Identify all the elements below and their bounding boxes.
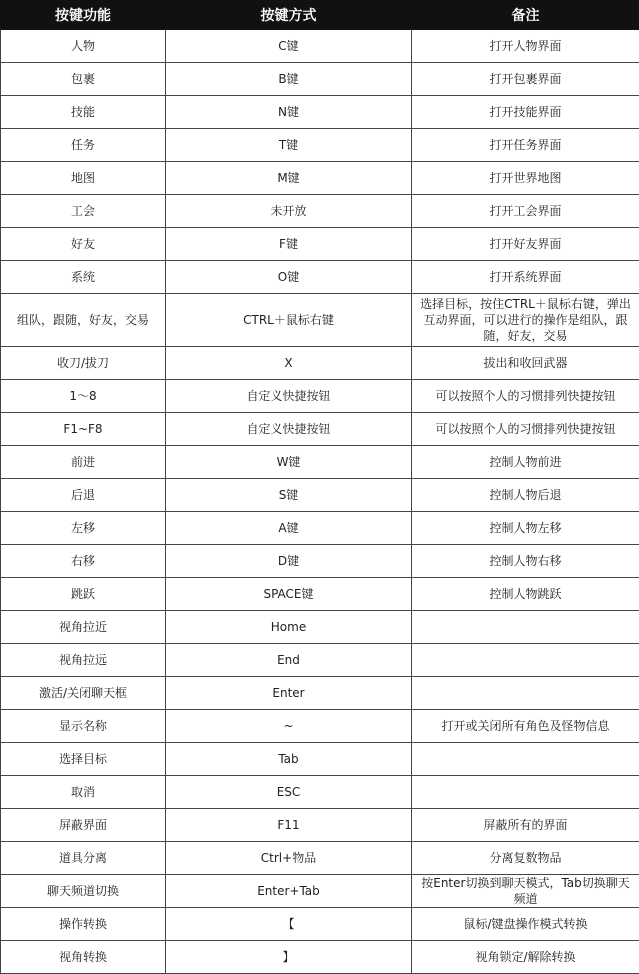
note-cell: 拔出和收回武器 bbox=[412, 347, 639, 380]
key-cell: 自定义快捷按钮 bbox=[166, 380, 412, 413]
function-cell: 左移 bbox=[1, 512, 166, 545]
table-row bbox=[1, 611, 639, 644]
note-cell: 分离复数物品 bbox=[412, 842, 639, 875]
note-cell bbox=[412, 776, 639, 809]
note-cell: 控制人物后退 bbox=[412, 479, 639, 512]
table-row bbox=[1, 743, 639, 776]
note-cell: 可以按照个人的习惯排列快捷按钮 bbox=[412, 413, 639, 446]
note-cell: 打开系统界面 bbox=[412, 261, 639, 294]
note-cell: 可以按照个人的习惯排列快捷按钮 bbox=[412, 380, 639, 413]
note-cell: 打开任务界面 bbox=[412, 129, 639, 162]
function-cell: 任务 bbox=[1, 129, 166, 162]
function-cell: 跳跃 bbox=[1, 578, 166, 611]
table-row bbox=[1, 941, 639, 974]
table-row bbox=[1, 809, 639, 842]
key-cell: 未开放 bbox=[166, 195, 412, 228]
key-cell: CTRL＋鼠标右键 bbox=[166, 294, 412, 347]
function-cell: 右移 bbox=[1, 545, 166, 578]
note-cell: 控制人物跳跃 bbox=[412, 578, 639, 611]
table-row bbox=[1, 129, 639, 162]
function-cell: 视角转换 bbox=[1, 941, 166, 974]
function-cell: 视角拉远 bbox=[1, 644, 166, 677]
key-cell: 【 bbox=[166, 908, 412, 941]
function-cell: 选择目标 bbox=[1, 743, 166, 776]
note-cell bbox=[412, 611, 639, 644]
key-cell: S键 bbox=[166, 479, 412, 512]
key-cell: C键 bbox=[166, 30, 412, 63]
key-cell: A键 bbox=[166, 512, 412, 545]
function-cell: 1～8 bbox=[1, 380, 166, 413]
note-cell: 按Enter切换到聊天模式，Tab切换聊天频道 bbox=[412, 875, 639, 908]
key-cell: O键 bbox=[166, 261, 412, 294]
key-cell: Home bbox=[166, 611, 412, 644]
key-cell: 自定义快捷按钮 bbox=[166, 413, 412, 446]
table-row bbox=[1, 195, 639, 228]
note-cell bbox=[412, 677, 639, 710]
table-row bbox=[1, 162, 639, 195]
function-cell: 激活/关闭聊天框 bbox=[1, 677, 166, 710]
key-cell: 】 bbox=[166, 941, 412, 974]
note-cell: 打开人物界面 bbox=[412, 30, 639, 63]
function-cell: 后退 bbox=[1, 479, 166, 512]
note-cell: 打开或关闭所有角色及怪物信息 bbox=[412, 710, 639, 743]
table-row bbox=[1, 875, 639, 908]
function-cell: 取消 bbox=[1, 776, 166, 809]
table-row bbox=[1, 479, 639, 512]
note-cell: 打开工会界面 bbox=[412, 195, 639, 228]
key-cell: B键 bbox=[166, 63, 412, 96]
table-row bbox=[1, 644, 639, 677]
function-cell: 显示名称 bbox=[1, 710, 166, 743]
key-cell: D键 bbox=[166, 545, 412, 578]
note-cell: 选择目标，按住CTRL＋鼠标右键，弹出互动界面，可以进行的操作是组队，跟随，好友，交易 bbox=[412, 294, 639, 347]
note-cell: 打开好友界面 bbox=[412, 228, 639, 261]
function-cell: 地图 bbox=[1, 162, 166, 195]
note-cell: 打开包裹界面 bbox=[412, 63, 639, 96]
table-row bbox=[1, 261, 639, 294]
table-row bbox=[1, 842, 639, 875]
function-cell: 系统 bbox=[1, 261, 166, 294]
header-note: 备注 bbox=[412, 1, 639, 30]
function-cell: 收刀/拔刀 bbox=[1, 347, 166, 380]
note-cell: 控制人物右移 bbox=[412, 545, 639, 578]
function-cell: 操作转换 bbox=[1, 908, 166, 941]
key-cell: F11 bbox=[166, 809, 412, 842]
table-row bbox=[1, 512, 639, 545]
key-cell: N键 bbox=[166, 96, 412, 129]
function-cell: 前进 bbox=[1, 446, 166, 479]
table-row bbox=[1, 380, 639, 413]
key-cell: ~ bbox=[166, 710, 412, 743]
key-cell: M键 bbox=[166, 162, 412, 195]
table-row bbox=[1, 347, 639, 380]
table-row bbox=[1, 446, 639, 479]
note-cell: 视角锁定/解除转换 bbox=[412, 941, 639, 974]
table-row bbox=[1, 578, 639, 611]
function-cell: 聊天频道切换 bbox=[1, 875, 166, 908]
table-row bbox=[1, 710, 639, 743]
function-cell: 包裹 bbox=[1, 63, 166, 96]
function-cell: 视角拉近 bbox=[1, 611, 166, 644]
key-cell: Tab bbox=[166, 743, 412, 776]
function-cell: 道具分离 bbox=[1, 842, 166, 875]
table-row bbox=[1, 776, 639, 809]
key-cell: Enter+Tab bbox=[166, 875, 412, 908]
function-cell: 屏蔽界面 bbox=[1, 809, 166, 842]
key-cell: T键 bbox=[166, 129, 412, 162]
key-cell: Enter bbox=[166, 677, 412, 710]
note-cell: 屏蔽所有的界面 bbox=[412, 809, 639, 842]
key-cell: F键 bbox=[166, 228, 412, 261]
table-row bbox=[1, 413, 639, 446]
note-cell bbox=[412, 644, 639, 677]
function-cell: 人物 bbox=[1, 30, 166, 63]
table-row bbox=[1, 96, 639, 129]
table-body bbox=[1, 30, 639, 974]
key-cell: ESC bbox=[166, 776, 412, 809]
table-row bbox=[1, 908, 639, 941]
header-row bbox=[1, 1, 639, 30]
key-cell: Ctrl+物品 bbox=[166, 842, 412, 875]
key-cell: W键 bbox=[166, 446, 412, 479]
note-cell: 鼠标/键盘操作模式转换 bbox=[412, 908, 639, 941]
table-row bbox=[1, 228, 639, 261]
function-cell: F1~F8 bbox=[1, 413, 166, 446]
table-row bbox=[1, 63, 639, 96]
table-row bbox=[1, 294, 639, 347]
table-row bbox=[1, 677, 639, 710]
function-cell: 组队，跟随，好友，交易 bbox=[1, 294, 166, 347]
key-cell: SPACE键 bbox=[166, 578, 412, 611]
note-cell bbox=[412, 743, 639, 776]
note-cell: 控制人物前进 bbox=[412, 446, 639, 479]
function-cell: 技能 bbox=[1, 96, 166, 129]
note-cell: 打开世界地图 bbox=[412, 162, 639, 195]
note-cell: 打开技能界面 bbox=[412, 96, 639, 129]
table-row bbox=[1, 545, 639, 578]
function-cell: 好友 bbox=[1, 228, 166, 261]
note-cell: 控制人物左移 bbox=[412, 512, 639, 545]
key-cell: End bbox=[166, 644, 412, 677]
key-cell: X bbox=[166, 347, 412, 380]
table-row bbox=[1, 30, 639, 63]
header-key: 按键方式 bbox=[166, 1, 412, 30]
header-function: 按键功能 bbox=[1, 1, 166, 30]
function-cell: 工会 bbox=[1, 195, 166, 228]
